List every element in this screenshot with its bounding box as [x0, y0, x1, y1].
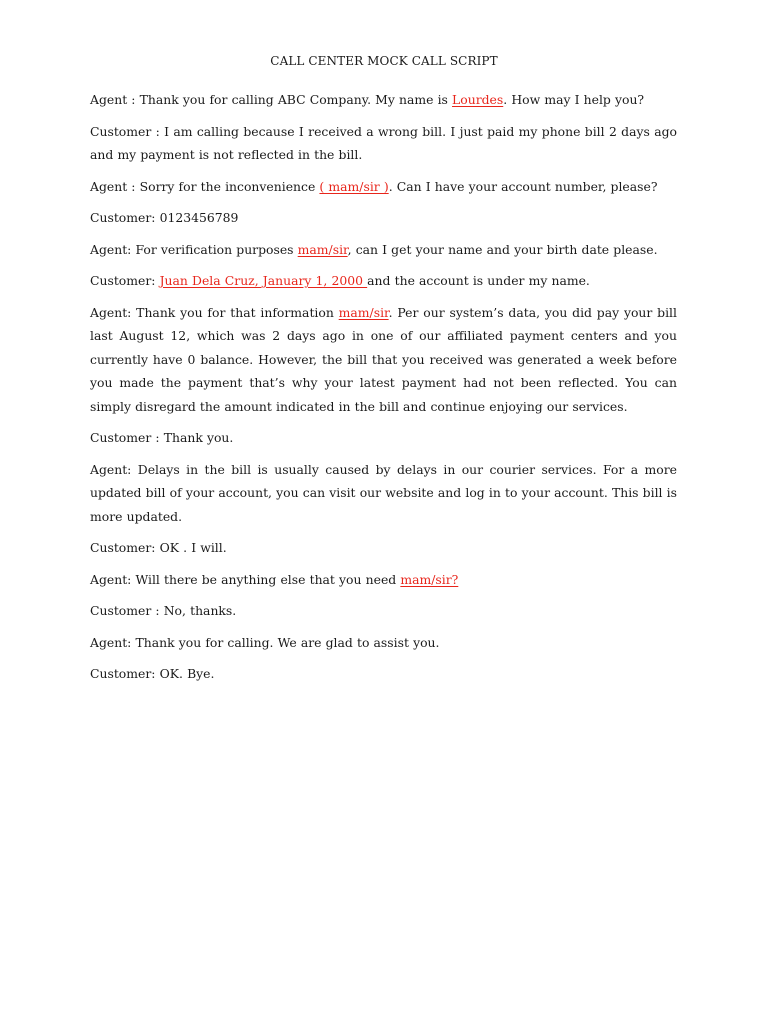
line-text: Customer: OK. Bye. — [90, 666, 215, 681]
line-text: , can I get your name and your birth date please. — [347, 241, 658, 257]
line-text: . Can I have your account number, please? — [388, 178, 658, 194]
script-line — [90, 568, 677, 592]
line-text: Agent: Thank you for calling. We are glad to assist you. — [90, 634, 440, 650]
script-line — [90, 426, 677, 450]
highlighted-text: Juan Dela Cruz, January 1, 2000 — [159, 273, 368, 288]
line-text: Agent: For verification purposes — [90, 241, 298, 257]
line-text: Customer : I am calling because I received a wrong bill. I just paid my phone bill 2 days ago and my payment is not reflected in the bill. — [90, 123, 677, 162]
line-text: Agent: Thank you for that information — [90, 304, 339, 320]
line-text: Customer: 0123456789 — [90, 210, 239, 225]
line-text: Agent: Delays in the bill is usually caused by delays in our courier services. For a more updated bill of your account, you can visit our website and log in to your account. This bill is more updated. — [90, 461, 677, 524]
highlighted-text: mam/sir? — [400, 571, 459, 587]
highlighted-text: ( mam/sir ) — [319, 178, 389, 194]
line-text: Agent : Sorry for the inconvenience — [90, 178, 320, 194]
script-line — [90, 269, 677, 293]
script-line — [90, 175, 677, 199]
line-text: Customer: — [90, 273, 160, 288]
script-line — [90, 662, 677, 686]
highlighted-text: Lourdes — [452, 92, 504, 107]
line-text: and the account is under my name. — [367, 273, 590, 288]
line-text: Customer : Thank you. — [90, 430, 234, 445]
script-line — [90, 238, 677, 262]
script-line — [90, 206, 677, 230]
script-line — [90, 599, 677, 623]
highlighted-text: mam/sir — [338, 304, 389, 320]
script-line — [90, 88, 677, 112]
line-text: . How may I help you? — [503, 92, 645, 107]
script-line — [90, 301, 677, 419]
line-text: Agent : Thank you for calling ABC Company. My name is — [90, 92, 453, 107]
document-title: CALL CENTER MOCK CALL SCRIPT — [270, 54, 498, 68]
line-text: . Per our system’s data, you did pay your bill last August 12, which was 2 days ago in one of our affiliated payment centers and you currently have 0 balance. However, the bill that you received was generated a week before you made the payment that’s why your latest payment had not been reflected. You can simply disregard the amount indicated in the bill and continue enjoying our services. — [90, 304, 677, 414]
call-script-body — [90, 88, 677, 694]
line-text: Customer : No, thanks. — [90, 603, 237, 618]
script-line — [90, 120, 677, 167]
line-text: Customer: OK . I will. — [90, 540, 227, 555]
highlighted-text: mam/sir — [297, 241, 348, 257]
script-line — [90, 631, 677, 655]
script-line — [90, 536, 677, 560]
line-text: Agent: Will there be anything else that you need — [90, 571, 401, 587]
script-line — [90, 458, 677, 529]
